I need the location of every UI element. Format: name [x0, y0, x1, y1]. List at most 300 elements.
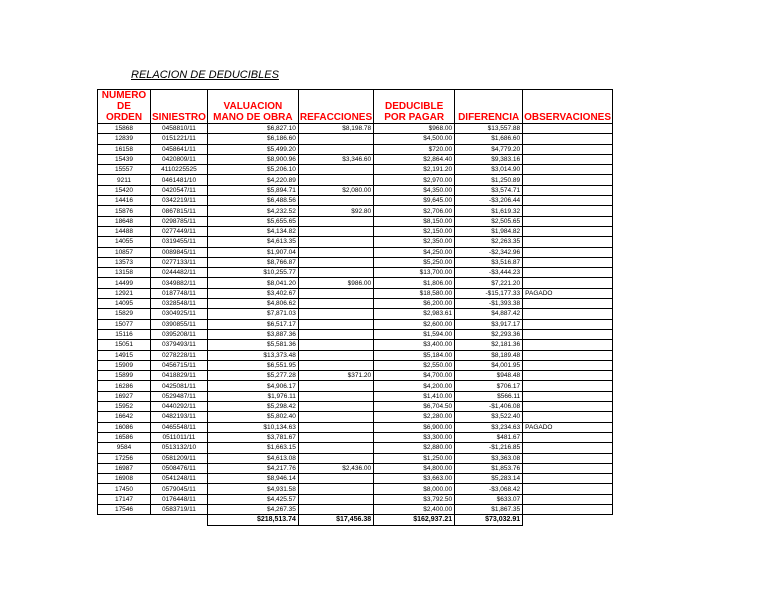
- table-row: [98, 216, 613, 226]
- cell-siniestro: 0529487/11: [151, 391, 208, 401]
- cell-deducible: $4,250.00: [374, 247, 455, 257]
- cell-refacciones: [298, 391, 373, 401]
- cell-siniestro: 0461481/10: [151, 175, 208, 185]
- cell-deducible: $2,550.00: [374, 360, 455, 370]
- cell-diferencia: $3,917.17: [455, 319, 523, 329]
- cell-orden: 15952: [98, 402, 151, 412]
- cell-siniestro: 0418829/11: [151, 371, 208, 381]
- cell-diferencia: $1,686.60: [455, 134, 523, 144]
- cell-orden: 17256: [98, 453, 151, 463]
- cell-siniestro: 0089845/11: [151, 247, 208, 257]
- cell-deducible: $2,280.00: [374, 412, 455, 422]
- cell-refacciones: [298, 226, 373, 236]
- table-row: [98, 402, 613, 412]
- cell-diferencia: -$1,216.85: [455, 443, 523, 453]
- cell-diferencia: $4,779.20: [455, 144, 523, 154]
- cell-observaciones: [523, 257, 613, 267]
- table-row: [98, 453, 613, 463]
- cell-diferencia: $2,505.65: [455, 216, 523, 226]
- cell-diferencia: $4,887.42: [455, 309, 523, 319]
- cell-deducible: $720.00: [374, 144, 455, 154]
- cell-diferencia: $1,867.35: [455, 504, 523, 514]
- cell-deducible: $2,970.00: [374, 175, 455, 185]
- cell-observaciones: [523, 453, 613, 463]
- header-row: [98, 90, 613, 124]
- cell-refacciones: [298, 402, 373, 412]
- cell-valuacion: $1,976.11: [207, 391, 298, 401]
- cell-orden: 15116: [98, 329, 151, 339]
- cell-refacciones: [298, 165, 373, 175]
- cell-orden: 17546: [98, 504, 151, 514]
- header-deducible: DEDUCIBLE POR PAGAR: [374, 90, 455, 124]
- cell-observaciones: [523, 412, 613, 422]
- total-diferencia: $73,032.91: [455, 515, 523, 525]
- cell-observaciones: [523, 350, 613, 360]
- cell-valuacion: $4,806.62: [207, 299, 298, 309]
- cell-valuacion: $6,186.60: [207, 134, 298, 144]
- cell-valuacion: $6,488.56: [207, 196, 298, 206]
- table-row: [98, 412, 613, 422]
- cell-deducible: $4,500.00: [374, 134, 455, 144]
- cell-observaciones: [523, 463, 613, 473]
- cell-orden: 13158: [98, 268, 151, 278]
- cell-valuacion: $3,887.36: [207, 329, 298, 339]
- cell-observaciones: [523, 226, 613, 236]
- cell-diferencia: $566.11: [455, 391, 523, 401]
- cell-refacciones: [298, 329, 373, 339]
- cell-valuacion: $4,425.57: [207, 494, 298, 504]
- cell-orden: 14488: [98, 226, 151, 236]
- header-siniestro: SINIESTRO: [151, 90, 208, 124]
- cell-orden: 15909: [98, 360, 151, 370]
- cell-refacciones: [298, 247, 373, 257]
- cell-deducible: $2,350.00: [374, 237, 455, 247]
- cell-valuacion: $5,277.28: [207, 371, 298, 381]
- cell-deducible: $1,594.00: [374, 329, 455, 339]
- cell-valuacion: $7,871.03: [207, 309, 298, 319]
- cell-orden: 14499: [98, 278, 151, 288]
- cell-siniestro: 0420547/11: [151, 185, 208, 195]
- cell-valuacion: $4,267.35: [207, 504, 298, 514]
- cell-refacciones: $92.80: [298, 206, 373, 216]
- cell-orden: 15876: [98, 206, 151, 216]
- cell-valuacion: $1,663.15: [207, 443, 298, 453]
- cell-valuacion: $6,551.95: [207, 360, 298, 370]
- cell-orden: 15439: [98, 154, 151, 164]
- table-row: [98, 391, 613, 401]
- cell-orden: 12839: [98, 134, 151, 144]
- cell-observaciones: [523, 432, 613, 442]
- cell-observaciones: [523, 474, 613, 484]
- cell-refacciones: [298, 144, 373, 154]
- cell-observaciones: [523, 381, 613, 391]
- cell-orden: 15557: [98, 165, 151, 175]
- cell-siniestro: 0151221/11: [151, 134, 208, 144]
- table-row: [98, 175, 613, 185]
- table-row: [98, 124, 613, 134]
- cell-deducible: $3,663.00: [374, 474, 455, 484]
- cell-observaciones: [523, 247, 613, 257]
- cell-deducible: $2,600.00: [374, 319, 455, 329]
- cell-valuacion: $3,781.67: [207, 432, 298, 442]
- cell-refacciones: [298, 443, 373, 453]
- cell-valuacion: $4,232.52: [207, 206, 298, 216]
- cell-deducible: $4,350.00: [374, 185, 455, 195]
- cell-orden: 16286: [98, 381, 151, 391]
- cell-diferencia: $481.67: [455, 432, 523, 442]
- header-diferencia: DIFERENCIA: [455, 90, 523, 124]
- cell-valuacion: $4,613.08: [207, 453, 298, 463]
- cell-observaciones: [523, 175, 613, 185]
- table-row: [98, 319, 613, 329]
- cell-observaciones: [523, 165, 613, 175]
- cell-deducible: $1,250.00: [374, 453, 455, 463]
- table-row: [98, 185, 613, 195]
- cell-refacciones: [298, 412, 373, 422]
- cell-observaciones: [523, 319, 613, 329]
- cell-siniestro: 0395208/11: [151, 329, 208, 339]
- cell-observaciones: [523, 329, 613, 339]
- table-row: [98, 309, 613, 319]
- cell-observaciones: [523, 402, 613, 412]
- cell-valuacion: $5,499.20: [207, 144, 298, 154]
- table-row: [98, 299, 613, 309]
- table-row: [98, 165, 613, 175]
- cell-deducible: $5,184.00: [374, 350, 455, 360]
- cell-deducible: $13,700.00: [374, 268, 455, 278]
- cell-diferencia: $3,363.08: [455, 453, 523, 463]
- cell-orden: 16987: [98, 463, 151, 473]
- cell-orden: 16927: [98, 391, 151, 401]
- cell-observaciones: [523, 206, 613, 216]
- cell-observaciones: [523, 391, 613, 401]
- cell-refacciones: $3,346.60: [298, 154, 373, 164]
- table-row: [98, 278, 613, 288]
- cell-valuacion: $6,827.10: [207, 124, 298, 134]
- cell-refacciones: [298, 350, 373, 360]
- cell-siniestro: 0579045/11: [151, 484, 208, 494]
- cell-orden: 18648: [98, 216, 151, 226]
- cell-diferencia: $8,189.48: [455, 350, 523, 360]
- cell-observaciones: [523, 144, 613, 154]
- cell-observaciones: [523, 371, 613, 381]
- cell-valuacion: $5,894.71: [207, 185, 298, 195]
- header-valuacion: VALUACION MANO DE OBRA: [207, 90, 298, 124]
- cell-valuacion: $5,581.36: [207, 340, 298, 350]
- cell-diferencia: $1,853.76: [455, 463, 523, 473]
- header-observaciones: OBSERVACIONES: [523, 90, 613, 124]
- cell-valuacion: $5,802.40: [207, 412, 298, 422]
- cell-valuacion: $5,655.65: [207, 216, 298, 226]
- cell-refacciones: [298, 422, 373, 432]
- cell-siniestro: 0482193/11: [151, 412, 208, 422]
- cell-refacciones: [298, 237, 373, 247]
- table-row: [98, 268, 613, 278]
- cell-deducible: $3,792.50: [374, 494, 455, 504]
- cell-orden: 16158: [98, 144, 151, 154]
- table-row: [98, 484, 613, 494]
- table-row: [98, 134, 613, 144]
- cell-observaciones: [523, 278, 613, 288]
- cell-observaciones: [523, 124, 613, 134]
- cell-refacciones: [298, 134, 373, 144]
- cell-observaciones: [523, 154, 613, 164]
- table-row: [98, 474, 613, 484]
- table-row: [98, 144, 613, 154]
- table-row: [98, 432, 613, 442]
- table-row: [98, 154, 613, 164]
- cell-refacciones: $8,198.78: [298, 124, 373, 134]
- cell-refacciones: $2,436.00: [298, 463, 373, 473]
- cell-valuacion: $8,900.96: [207, 154, 298, 164]
- cell-diferencia: $5,283.14: [455, 474, 523, 484]
- cell-siniestro: 0277449/11: [151, 226, 208, 236]
- cell-orden: 10857: [98, 247, 151, 257]
- cell-siniestro: 0465548/11: [151, 422, 208, 432]
- cell-deducible: $2,400.00: [374, 504, 455, 514]
- cell-observaciones: [523, 134, 613, 144]
- cell-refacciones: [298, 268, 373, 278]
- cell-siniestro: 0458641/11: [151, 144, 208, 154]
- cell-refacciones: [298, 257, 373, 267]
- cell-orden: 16908: [98, 474, 151, 484]
- cell-valuacion: $8,766.87: [207, 257, 298, 267]
- total-valuacion: $218,513.74: [207, 515, 298, 525]
- cell-observaciones: [523, 196, 613, 206]
- cell-siniestro: 0867815/11: [151, 206, 208, 216]
- cell-valuacion: $4,220.89: [207, 175, 298, 185]
- cell-diferencia: -$3,206.44: [455, 196, 523, 206]
- table-row: [98, 494, 613, 504]
- cell-valuacion: $4,613.35: [207, 237, 298, 247]
- cell-refacciones: [298, 309, 373, 319]
- cell-deducible: $6,704.50: [374, 402, 455, 412]
- cell-observaciones: [523, 504, 613, 514]
- cell-deducible: $5,250.00: [374, 257, 455, 267]
- cell-deducible: $2,983.61: [374, 309, 455, 319]
- table-row: [98, 340, 613, 350]
- cell-deducible: $9,645.00: [374, 196, 455, 206]
- cell-observaciones: [523, 340, 613, 350]
- cell-orden: 16642: [98, 412, 151, 422]
- cell-refacciones: [298, 504, 373, 514]
- cell-refacciones: [298, 288, 373, 298]
- cell-deducible: $8,150.00: [374, 216, 455, 226]
- cell-orden: 15051: [98, 340, 151, 350]
- cell-observaciones: [523, 494, 613, 504]
- table-row: [98, 196, 613, 206]
- cell-valuacion: $5,206.10: [207, 165, 298, 175]
- cell-orden: 14055: [98, 237, 151, 247]
- cell-deducible: $18,580.00: [374, 288, 455, 298]
- page-title: RELACION DE DEDUCIBLES: [131, 69, 279, 81]
- cell-diferencia: $3,522.40: [455, 412, 523, 422]
- cell-siniestro: 0244482/11: [151, 268, 208, 278]
- cell-siniestro: 0277133/11: [151, 257, 208, 267]
- cell-observaciones: PAGADO: [523, 422, 613, 432]
- cell-siniestro: 0541248/11: [151, 474, 208, 484]
- cell-diferencia: $1,250.89: [455, 175, 523, 185]
- cell-siniestro: 0420809/11: [151, 154, 208, 164]
- table-row: [98, 247, 613, 257]
- cell-refacciones: [298, 216, 373, 226]
- cell-diferencia: $7,221.20: [455, 278, 523, 288]
- cell-orden: 15420: [98, 185, 151, 195]
- cell-valuacion: $3,402.67: [207, 288, 298, 298]
- cell-diferencia: $2,263.35: [455, 237, 523, 247]
- totals-blank-cell: [98, 515, 151, 525]
- total-deducible: $162,937.21: [374, 515, 455, 525]
- table-row: [98, 350, 613, 360]
- cell-siniestro: 0511011/11: [151, 432, 208, 442]
- total-refacciones: $17,456.38: [298, 515, 373, 525]
- cell-deducible: $968.00: [374, 124, 455, 134]
- cell-valuacion: $5,298.42: [207, 402, 298, 412]
- cell-refacciones: $2,080.00: [298, 185, 373, 195]
- cell-refacciones: [298, 299, 373, 309]
- cell-siniestro: 0583719/11: [151, 504, 208, 514]
- cell-orden: 16586: [98, 432, 151, 442]
- deductibles-table: [97, 89, 613, 526]
- header-refacciones: REFACCIONES: [298, 90, 373, 124]
- header-orden: NUMERO DE ORDEN: [98, 90, 151, 124]
- cell-siniestro: 0319455/11: [151, 237, 208, 247]
- cell-diferencia: $3,014.90: [455, 165, 523, 175]
- cell-orden: 13573: [98, 257, 151, 267]
- table-body: [98, 124, 613, 515]
- cell-diferencia: $3,234.63: [455, 422, 523, 432]
- totals-blank-cell: [151, 515, 208, 525]
- table-row: [98, 443, 613, 453]
- cell-observaciones: [523, 484, 613, 494]
- cell-deducible: $6,200.00: [374, 299, 455, 309]
- table-row: [98, 226, 613, 236]
- cell-siniestro: 0513132/10: [151, 443, 208, 453]
- cell-siniestro: 0342219/11: [151, 196, 208, 206]
- totals-blank-cell: [523, 515, 613, 525]
- cell-valuacion: $1,907.04: [207, 247, 298, 257]
- cell-deducible: $1,806.00: [374, 278, 455, 288]
- cell-valuacion: $10,134.63: [207, 422, 298, 432]
- cell-diferencia: $1,619.32: [455, 206, 523, 216]
- cell-valuacion: $8,946.14: [207, 474, 298, 484]
- cell-deducible: $4,700.00: [374, 371, 455, 381]
- cell-orden: 14416: [98, 196, 151, 206]
- cell-siniestro: 0581209/11: [151, 453, 208, 463]
- cell-diferencia: $706.17: [455, 381, 523, 391]
- cell-orden: 16086: [98, 422, 151, 432]
- table-row: [98, 422, 613, 432]
- cell-siniestro: 0458810/11: [151, 124, 208, 134]
- cell-observaciones: [523, 216, 613, 226]
- cell-refacciones: [298, 196, 373, 206]
- cell-refacciones: [298, 381, 373, 391]
- cell-refacciones: [298, 484, 373, 494]
- cell-orden: 15077: [98, 319, 151, 329]
- cell-siniestro: 4110225525: [151, 165, 208, 175]
- table-row: [98, 237, 613, 247]
- cell-siniestro: 0176448/11: [151, 494, 208, 504]
- totals-row: [98, 515, 613, 525]
- cell-diferencia: $13,557.88: [455, 124, 523, 134]
- cell-diferencia: $9,383.16: [455, 154, 523, 164]
- cell-siniestro: 0379493/11: [151, 340, 208, 350]
- cell-orden: 15868: [98, 124, 151, 134]
- cell-diferencia: -$3,068.42: [455, 484, 523, 494]
- cell-deducible: $2,150.00: [374, 226, 455, 236]
- cell-siniestro: 0278228/11: [151, 350, 208, 360]
- cell-observaciones: [523, 268, 613, 278]
- table-row: [98, 463, 613, 473]
- cell-valuacion: $6,517.17: [207, 319, 298, 329]
- cell-diferencia: $2,293.36: [455, 329, 523, 339]
- cell-diferencia: $3,574.71: [455, 185, 523, 195]
- table-row: [98, 288, 613, 298]
- cell-siniestro: 0298785/11: [151, 216, 208, 226]
- cell-deducible: $2,706.00: [374, 206, 455, 216]
- table-row: [98, 257, 613, 267]
- cell-diferencia: $948.48: [455, 371, 523, 381]
- cell-siniestro: 0440292/11: [151, 402, 208, 412]
- cell-refacciones: [298, 319, 373, 329]
- cell-refacciones: [298, 453, 373, 463]
- cell-refacciones: $371.20: [298, 371, 373, 381]
- cell-observaciones: [523, 360, 613, 370]
- cell-observaciones: [523, 185, 613, 195]
- cell-deducible: $8,000.00: [374, 484, 455, 494]
- cell-valuacion: $13,373.48: [207, 350, 298, 360]
- cell-orden: 17450: [98, 484, 151, 494]
- cell-refacciones: [298, 432, 373, 442]
- cell-diferencia: $1,984.82: [455, 226, 523, 236]
- cell-diferencia: $2,181.36: [455, 340, 523, 350]
- cell-observaciones: [523, 443, 613, 453]
- cell-diferencia: -$2,342.96: [455, 247, 523, 257]
- cell-deducible: $2,864.40: [374, 154, 455, 164]
- table-row: [98, 206, 613, 216]
- cell-refacciones: [298, 474, 373, 484]
- cell-siniestro: 0304925/11: [151, 309, 208, 319]
- table-row: [98, 360, 613, 370]
- cell-deducible: $2,880.00: [374, 443, 455, 453]
- cell-valuacion: $10,255.77: [207, 268, 298, 278]
- cell-siniestro: 0425081/11: [151, 381, 208, 391]
- cell-orden: 15899: [98, 371, 151, 381]
- table-row: [98, 371, 613, 381]
- cell-deducible: $3,400.00: [374, 340, 455, 350]
- cell-siniestro: 0390855/11: [151, 319, 208, 329]
- cell-orden: 9584: [98, 443, 151, 453]
- table-row: [98, 381, 613, 391]
- cell-diferencia: -$1,393.38: [455, 299, 523, 309]
- cell-observaciones: [523, 309, 613, 319]
- cell-observaciones: [523, 237, 613, 247]
- cell-deducible: $6,900.00: [374, 422, 455, 432]
- cell-valuacion: $4,217.76: [207, 463, 298, 473]
- cell-diferencia: $4,001.95: [455, 360, 523, 370]
- table-row: [98, 504, 613, 514]
- cell-deducible: $2,191.20: [374, 165, 455, 175]
- cell-deducible: $1,410.00: [374, 391, 455, 401]
- cell-siniestro: 0328548/11: [151, 299, 208, 309]
- cell-diferencia: -$1,406.08: [455, 402, 523, 412]
- cell-orden: 9211: [98, 175, 151, 185]
- cell-diferencia: -$3,444.23: [455, 268, 523, 278]
- cell-diferencia: -$15,177.33: [455, 288, 523, 298]
- cell-orden: 14095: [98, 299, 151, 309]
- cell-siniestro: 0187748/11: [151, 288, 208, 298]
- cell-valuacion: $4,906.17: [207, 381, 298, 391]
